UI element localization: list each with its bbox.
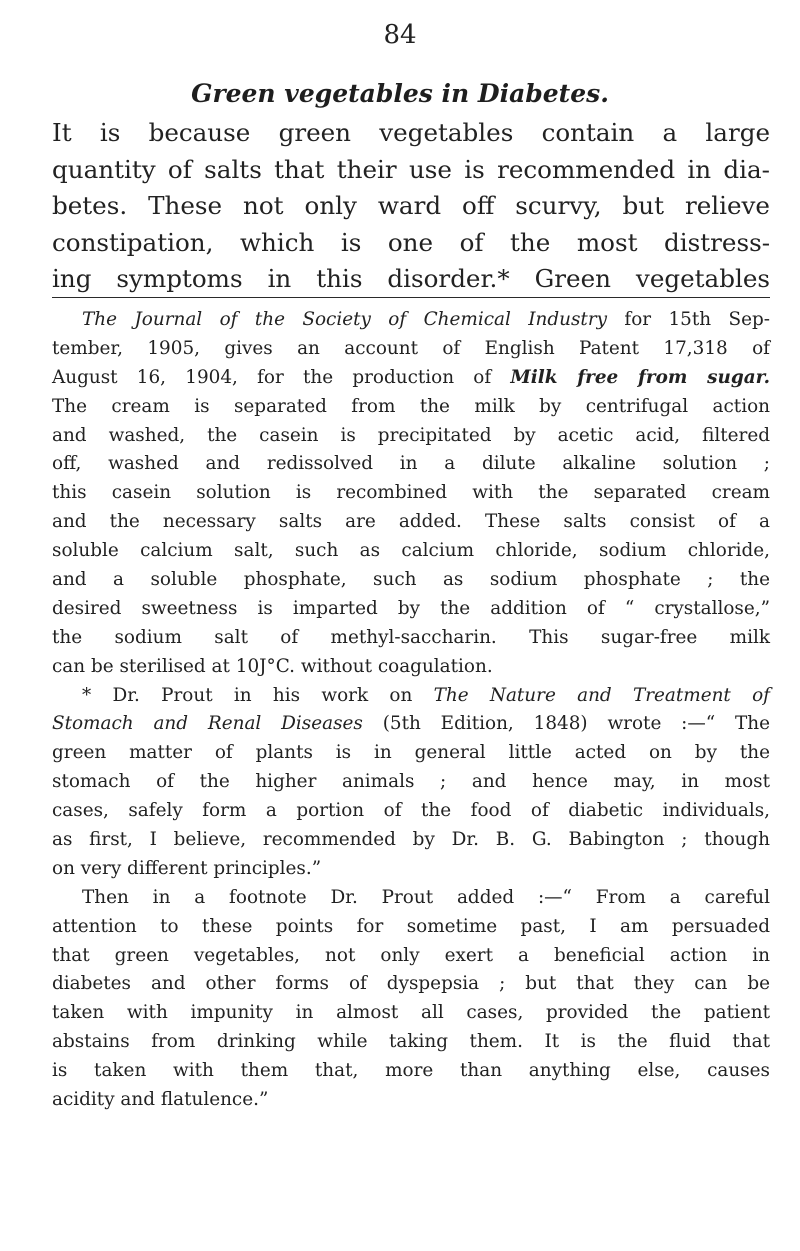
note2-line: * Dr. Prout in his work on The Nature and Treatment of xyxy=(82,684,770,706)
main-paragraph-line: constipation, which is one of the most distress- xyxy=(52,227,770,257)
main-paragraph xyxy=(52,115,770,298)
note2-line: Stomach and Renal Diseases (5th Edition, 1848) wrote :—“ The xyxy=(52,713,771,735)
note1-line: The cream is separated from the milk by centrifugal action xyxy=(52,395,770,417)
note1-line: can be sterilised at 10J°C. without coagulation. xyxy=(52,655,493,677)
note2-line: is taken with them that, more than anything else, causes xyxy=(52,1060,770,1082)
note1-line: desired sweetness is imparted by the addition of “ crystallose,” xyxy=(52,597,770,619)
note1-line: this casein solution is recombined with the separated cream xyxy=(52,482,770,504)
main-paragraph-line: ing symptoms in this disorder.* Green vegetables xyxy=(52,264,770,293)
note1-line: the sodium salt of methyl-saccharin. This sugar-free milk xyxy=(52,626,770,648)
main-paragraph-line: quantity of salts that their use is recommended in dia- xyxy=(52,154,770,184)
note2-line: Then in a footnote Dr. Prout added :—“ From a careful xyxy=(82,886,770,908)
note2-line: taken with impunity in almost all cases, provided the patient xyxy=(52,1002,770,1024)
note1-line: tember, 1905, gives an account of English Patent 17,318 of xyxy=(52,337,770,359)
note2-line: on very different principles.” xyxy=(52,857,322,879)
book-title: The Nature and Treatment of xyxy=(433,684,770,706)
footnote-divider xyxy=(52,297,770,298)
section-heading: Green vegetables in Diabetes. xyxy=(191,79,609,108)
note1-line: The Journal of the Society of Chemical Industry for 15th Sep- xyxy=(82,309,770,330)
note2-line: green matter of plants is in general little acted on by the xyxy=(52,742,770,764)
page-number: 84 xyxy=(383,20,417,50)
note1-line: and the necessary salts are added. These salts consist of a xyxy=(52,511,770,533)
note1-line: and washed, the casein is precipitated by acetic acid, filtered xyxy=(52,424,770,446)
note1-line: August 16, 1904, for the production of Milk free from sugar. xyxy=(52,366,771,388)
footnotes xyxy=(52,306,770,1115)
note2-line: that green vegetables, not only exert a beneficial action in xyxy=(52,944,770,966)
note2-line: diabetes and other forms of dyspepsia ; but that they can be xyxy=(52,973,770,995)
book-title: Stomach and Renal Diseases xyxy=(52,713,363,735)
note2-line: cases, safely form a portion of the food of diabetic individuals, xyxy=(52,800,770,822)
note2-line: abstains from drinking while taking them. It is the fluid that xyxy=(52,1031,770,1053)
main-paragraph-line: It is because green vegetables contain a large xyxy=(52,118,770,147)
note1-line: and a soluble phosphate, such as sodium phosphate ; the xyxy=(52,569,770,591)
main-paragraph-line: betes. These not only ward off scurvy, but relieve xyxy=(52,191,770,220)
patent-title: Milk free from sugar. xyxy=(510,366,771,388)
note1-line: soluble calcium salt, such as calcium chloride, sodium chloride, xyxy=(52,540,770,562)
note2-line: acidity and flatulence.” xyxy=(52,1089,269,1111)
journal-title: The Journal of the Society of Chemical Industry xyxy=(82,309,607,330)
note2-line: attention to these points for sometime past, I am persuaded xyxy=(52,915,770,937)
note1-line: off, washed and redissolved in a dilute alkaline solution ; xyxy=(52,453,770,475)
note2-line: stomach of the higher animals ; and hence may, in most xyxy=(52,771,770,793)
note2-line: as first, I believe, recommended by Dr. B. G. Babington ; though xyxy=(52,829,770,851)
